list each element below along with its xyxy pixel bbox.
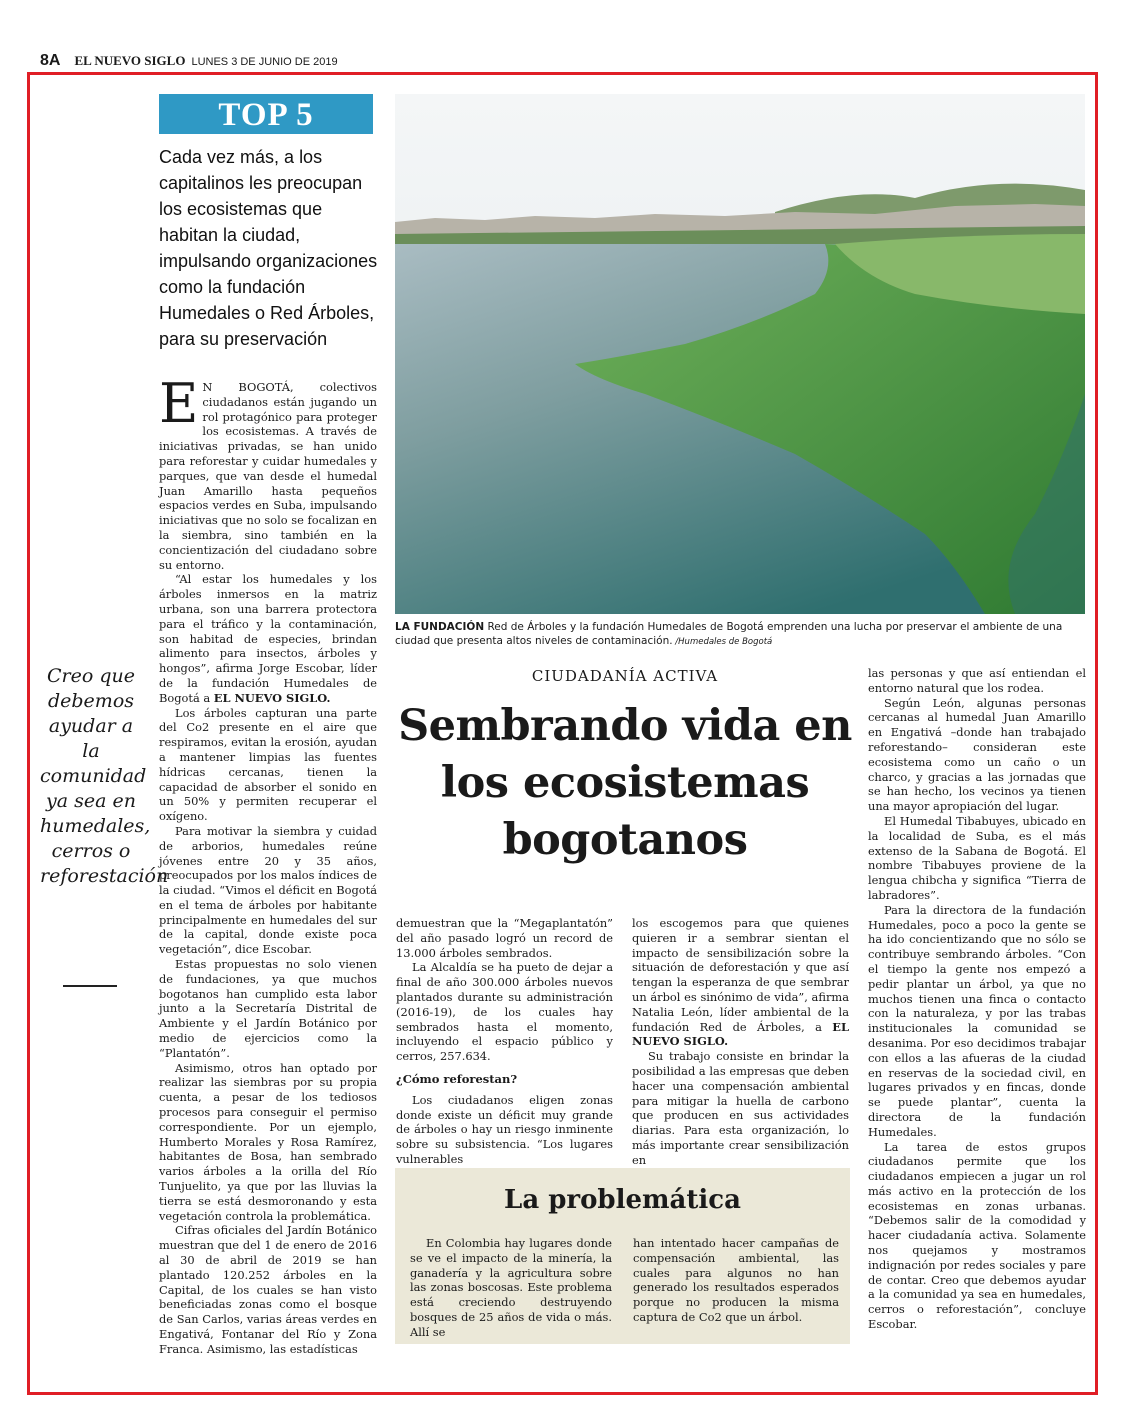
section-kicker: CIUDADANÍA ACTIVA: [531, 667, 719, 685]
paragraph: Los ciudadanos eligen zonas donde existe un déficit muy grande de árboles o hay un riesgo inminente sobre su subsistencia. “Los lugares vulnerables: [396, 1092, 613, 1166]
issue-date: LUNES 3 DE JUNIO DE 2019: [191, 56, 338, 68]
article-column-4: [868, 666, 1086, 1332]
newspaper-mention: EL NUEVO SIGLO.: [213, 690, 331, 705]
paragraph: Para la directora de la fundación Humedales, poco a poco la gente se ha ido concientizando que no sólo se contribuye sembrando árboles. “Con el tiempo la gente nos empezó a pedir plantar un árbol, ya que no muchos tienen una finca o contacto con la naturaleza, y por las trabas institucionales la comunidad se desanima. Por eso decidimos trabajar con ellos a las afueras de la ciudad en reservas de la sociedad civil, en lugares privados y en fincas, donde se puede plantar”, cuenta la directora de la fundación Humedales.: [868, 902, 1086, 1139]
paragraph: Para motivar la siembra y cuidad de arborios, humedales reúne jóvenes entre 20 y 35 años, preocupados por los malos índices de la ciudad. “Vimos el déficit en Bogotá en el tema de árboles por habitante principalmente en humedales del sur de la capital, donde existe poca vegetación”, dice Escobar.: [159, 823, 377, 957]
caption-lead: LA FUNDACIÓN: [395, 621, 485, 633]
paragraph: Su trabajo consiste en brindar la posibilidad a las empresas que deben hacer una compensación ambiental para mitigar la huella de carbono que producen en sus actividades diarias. Para esta organización, lo más importante crear sensibilización en: [632, 1049, 849, 1167]
photo-caption: LA FUNDACIÓN Red de Árboles y la fundación Humedales de Bogotá emprenden una lucha por preservar el ambiente de una ciudad que presenta altos niveles de contaminación. /Humedales de Bogotá: [395, 621, 1063, 647]
photo-credit: /Humedales de Bogotá: [672, 637, 773, 647]
paragraph: La Alcaldía se ha pueto de dejar a final de año 300.000 árboles nuevos plantados durante su administración (2016-19), de los cuales hay sembrados hasta el momento, incluyendo el espacio público y cerros, 257.634.: [396, 960, 613, 1064]
wetland-image: [395, 94, 1085, 614]
paragraph: La tarea de estos grupos ciudadanos permite que los ciudadanos empiecen a jugar un rol más activo en la protección de los ecosistemas en zonas urbanas. “Debemos salir de la comodidad y hacer ciudadanía activa. Solamente nos quejamos y mostramos indignación por redes sociales y pare de contar. Creo que debemos ayudar a la comunidad ya sea en humedales, cerros o reforestación”, concluye Escobar.: [868, 1139, 1086, 1332]
top5-banner: TOP 5: [159, 94, 373, 134]
paragraph: E N BOGOTÁ, colectivos ciudadanos están jugando un rol protagónico para proteger los ecosistemas. A través de iniciativas privadas, se han unido para reforestar y cuidar humedales y parques, que van desde el humedal Juan Amarillo hasta pequeños espacios verdes en Suba, impulsando iniciativas que no solo se focalizan en la siembra, sino también en la concientización del ciudadano sobre su entorno.: [159, 372, 377, 572]
paragraph: En Colombia hay lugares donde se ve el impacto de la minería, la ganadería y la agricultura sobre las zonas boscosas. Este problema está creciendo destruyendo bosques de 25 años de vida o más. Allí se: [410, 1236, 612, 1339]
paragraph: Asimismo, otros han optado por realizar las siembras por su propia cuenta, a pesar de los tediosos procesos para conseguir el permiso correspondiente. Por un ejemplo, Humberto Morales y Rosa Ramírez, habitantes de Bosa, han sembrado varios árboles a la orilla del Río Tunjuelito, ya que por las lluvias la tierra se está desmoronando y esta vegetación controla la problemática.: [159, 1060, 377, 1223]
paragraph: las personas y que así entiendan el entorno natural que los rodea.: [868, 666, 1086, 695]
subhead: ¿Cómo reforestan?: [396, 1071, 518, 1086]
paragraph: Cifras oficiales del Jardín Botánico muestran que del 1 de enero de 2016 al 30 de abril de 2019 se han plantado 120.252 árboles en la Capital, de los cuales se han visto beneficiadas zonas como el bosque de San Carlos, varias áreas verdes en Engativá, Fontanar del Río y Zona Franca. Asimismo, las estadísticas: [159, 1223, 377, 1356]
paragraph: El Humedal Tibabuyes, ubicado en la localidad de Suba, es el más extenso de la Sabana de Bogotá. El nombre Tibabuyes proviene de la lengua chibcha y significa “Tierra de labradores”.: [868, 813, 1086, 902]
article-column-2: [396, 916, 613, 1167]
newspaper-name: EL NUEVO SIGLO: [74, 53, 186, 68]
paragraph: Los árboles capturan una parte del Co2 presente en el aire que respiramos, evitan la erosión, ayudan a mantener limpias las fuentes hídricas cercanas, tienen la capacidad de absorber el sonido en un 50% y permiten recuperar el oxígeno.: [159, 705, 377, 824]
page-number: 8A: [40, 52, 61, 69]
paragraph: Según León, algunas personas cercanas al humedal Juan Amarillo en Engativá –donde han trabajado reforestando– consideran este ecosistema como un caño o un charco, y gracias a las jornadas que se han hecho, los vecinos ya tienen una mayor apropiación del lugar.: [868, 695, 1086, 814]
paragraph: Estas propuestas no solo vienen de fundaciones, ya que muchos bogotanos han cumplido esta labor junto a la Secretaría Distrital de Ambiente y el Jardín Botánico por medio de ejercicios como la “Plantatón”.: [159, 957, 377, 1060]
paragraph: demuestran que la “Megaplantatón” del año pasado logró un record de 13.000 árboles sembrados.: [396, 916, 613, 960]
lead-in: N BOGOTÁ,: [202, 380, 294, 394]
sidebar-box-title: La problemática: [504, 1185, 741, 1215]
sidebar-box-column-1: [410, 1236, 612, 1340]
page-header: [40, 52, 338, 72]
paragraph: “Al estar los humedales y los árboles inmersos en la matriz urbana, son una barrera protectora para el tráfico y la contaminación, son habitad de especies, brindan alimento para insectos, árboles y hongos”, afirma Jorge Escobar, líder de la fundación Humedales de Bogotá a EL NUEVO SIGLO.: [159, 572, 377, 705]
headline: Sembrando vida en los ecosistemas bogotanos: [398, 701, 852, 865]
drop-cap: E: [159, 372, 199, 435]
newspaper-mention: EL NUEVO SIGLO.: [632, 1019, 849, 1049]
pull-quote: Creo que debemos ayudar a la comunidad ya sea en humedales, cerros o reforestación: [40, 665, 169, 887]
article-column-1: [159, 372, 377, 1357]
paragraph: los escogemos para que quienes quieren ir a sembrar sientan el impacto de sensibilización sobre la situación de deforestación y que así tengan la esperanza de que sembrar un árbol es sinónimo de vida”, afirma Natalia León, líder ambiental de la fundación Red de Árboles, a EL NUEVO SIGLO.: [632, 916, 849, 1049]
article-column-3: [632, 916, 849, 1168]
paragraph: han intentado hacer campañas de compensación ambiental, las cuales para algunos no han generado los resultados esperados porque no producen la misma captura de Co2 que un árbol.: [633, 1236, 839, 1324]
sidebar-box-column-2: [633, 1236, 839, 1325]
pull-quote-rule: [63, 985, 117, 987]
wetland-photo: [395, 94, 1085, 614]
intro-deck: Cada vez más, a los capitalinos les preocupan los ecosistemas que habitan la ciudad, impulsando organizaciones como la fundación Humedales o Red Árboles, para su preservación: [159, 147, 378, 349]
